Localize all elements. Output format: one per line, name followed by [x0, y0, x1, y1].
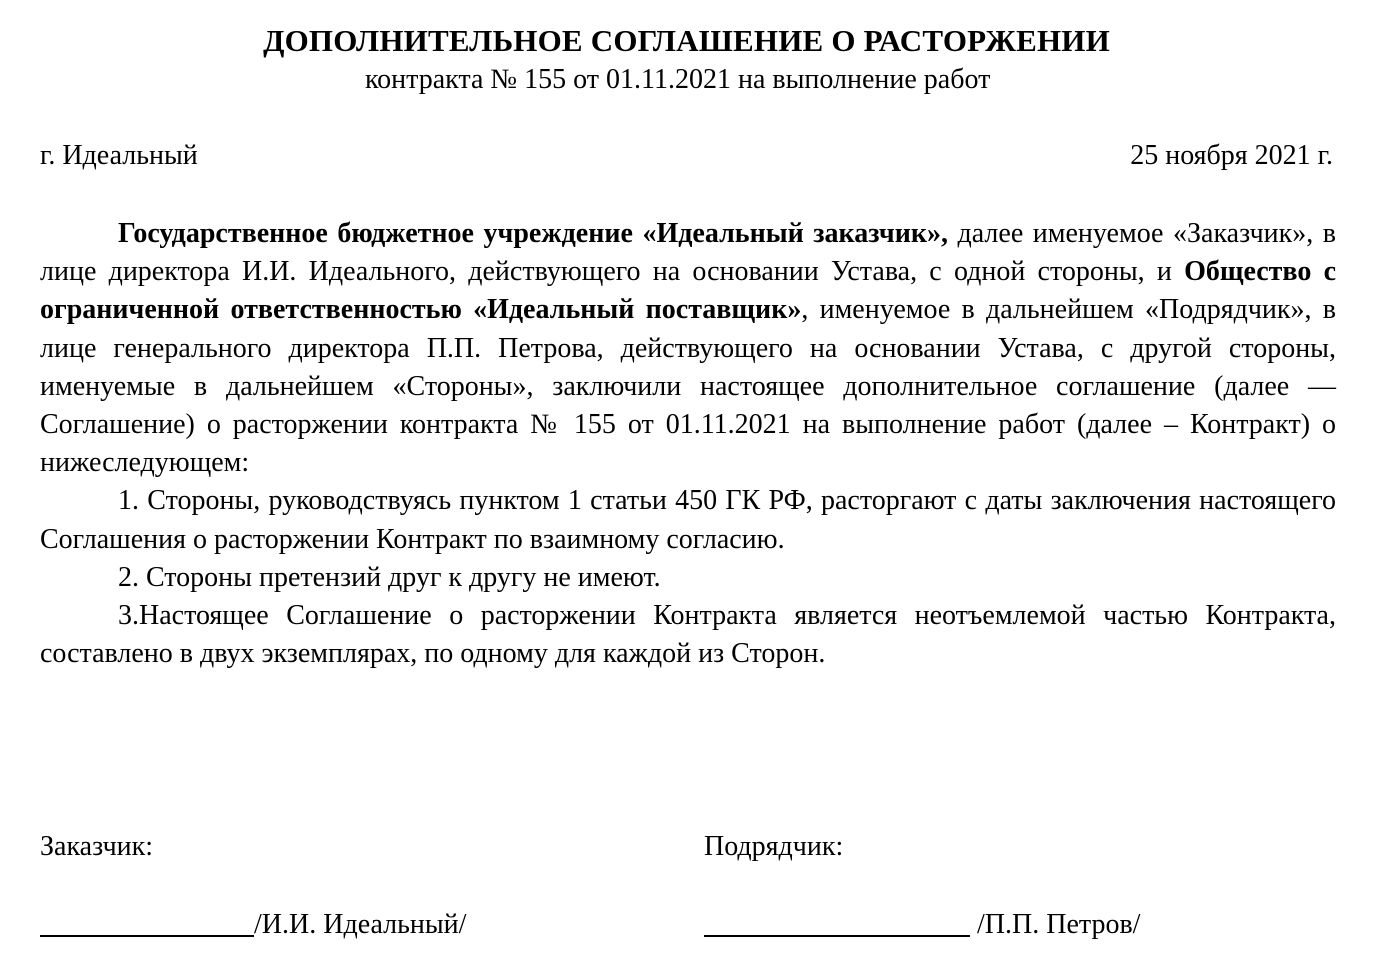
preamble-paragraph [40, 215, 1336, 482]
customer-signature-label: Заказчик: [40, 831, 154, 862]
contractor-signature-line [704, 905, 1140, 943]
document-body [40, 215, 1336, 673]
document-date: 25 ноября 2021 г. [1130, 140, 1333, 171]
contractor-signer-name: /П.П. Петров/ [970, 909, 1141, 940]
preamble-text-1: далее именуемое «Заказчик», в лице директора И.И. Идеального, действующего на основании Устава, с одной стороны, и [40, 218, 1336, 288]
document-city: г. Идеальный [40, 140, 198, 171]
customer-name: Государственное бюджетное учреждение «Идеальный заказчик», [118, 218, 948, 249]
preamble-text-2: , именуемое в дальнейшем «Подрядчик», в лице генерального директора П.П. Петрова, действующего на основании Устава, с другой стороны, именуемые в дальнейшем «Стороны», заключили настоящее дополнительное соглашение (далее — Соглашение) о расторжении контракта № 155 от 01.11.2021 на выполнение работ (далее – Контракт) о нижеследующем: [40, 294, 1336, 479]
clause-1: 1. Стороны, руководствуясь пунктом 1 статьи 450 ГК РФ, расторгают с даты заключения настоящего Соглашения о расторжении Контракт по взаимному согласию. [40, 485, 1336, 555]
clause-3: 3.Настоящее Соглашение о расторжении Контракта является неотъемлемой частью Контракта, составлено в двух экземплярах, по одному для каждой из Сторон. [40, 600, 1336, 670]
contractor-name: Общество с ограниченной ответственностью «Идеальный поставщик» [40, 256, 1336, 326]
document-subtitle: контракта № 155 от 01.11.2021 на выполнение работ [365, 64, 991, 95]
customer-signature-blank [40, 905, 254, 937]
contractor-signature-label: Подрядчик: [704, 831, 844, 862]
customer-signer-name: /И.И. Идеальный/ [254, 909, 467, 940]
clause-2: 2. Стороны претензий друг к другу не имеют. [118, 561, 661, 593]
customer-signature-line [40, 905, 466, 943]
contractor-signature-blank [704, 905, 970, 937]
document-title: ДОПОЛНИТЕЛЬНОЕ СОГЛАШЕНИЕ О РАСТОРЖЕНИИ [263, 23, 1110, 58]
